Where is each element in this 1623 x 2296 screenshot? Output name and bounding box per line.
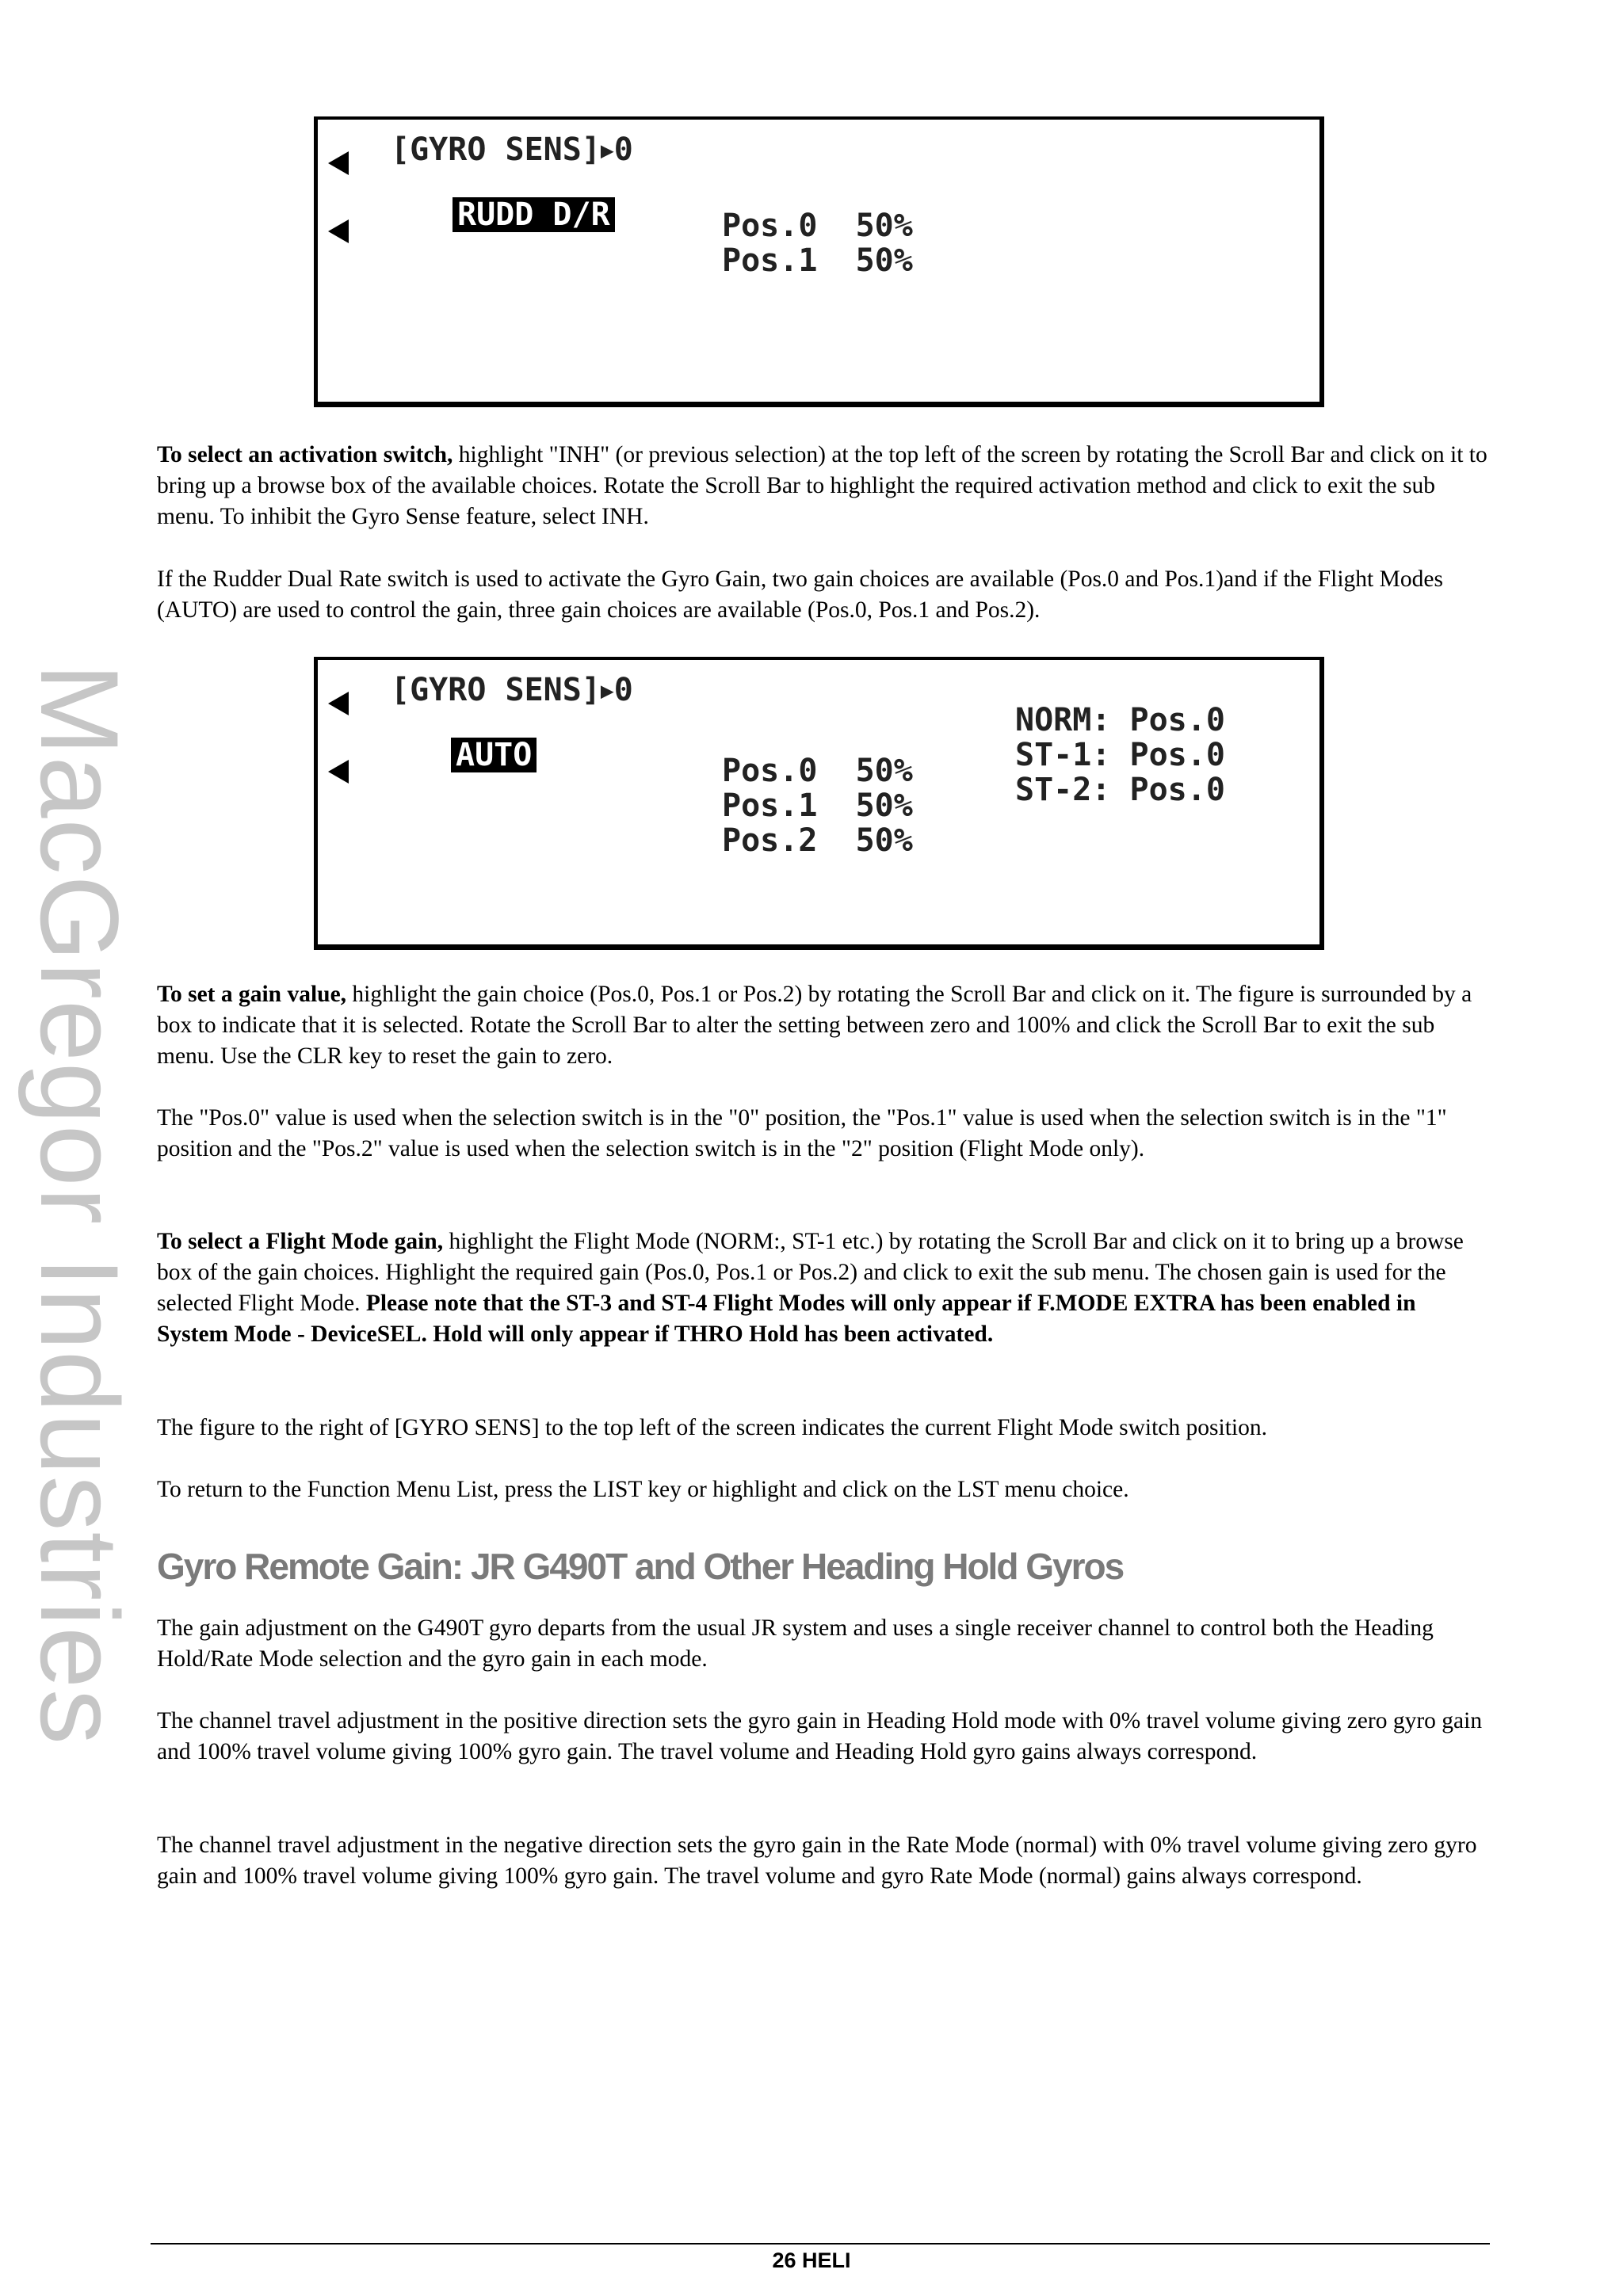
scroll-left-arrow-icon bbox=[328, 760, 349, 784]
paragraph-negative-direction bbox=[157, 1830, 1488, 1892]
watermark bbox=[16, 662, 143, 1746]
screen-title-text: [GYRO SENS] bbox=[391, 672, 601, 708]
paragraph-text: If the Rudder Dual Rate switch is used to activate the Gyro Gain, two gain choices are available (Pos.0 and Pos.1)and if the Flight Modes (AUTO) are used to control the gain, three gain choices are available (Pos.0, Pos.1 and Pos.2). bbox=[157, 566, 1443, 623]
position-indicator: 0 bbox=[613, 132, 633, 168]
scroll-left-arrow-icon bbox=[328, 219, 349, 243]
scroll-left-arrow-icon bbox=[328, 692, 349, 715]
paragraph-text: highlight the gain choice (Pos.0, Pos.1 or Pos.2) by rotating the Scroll Bar and click on it. The figure is surrounded by a box to indicate that it is selected. Rotate the Scroll Bar to alter the setting between zero and 100% and click the Scroll Bar to exit the sub menu. Use the CLR key to reset the gain to zero. bbox=[157, 982, 1472, 1069]
lcd-screen-rudd bbox=[314, 116, 1324, 407]
paragraph-text: The channel travel adjustment in the negative direction sets the gyro gain in the Rate Mode (normal) with 0% travel volume giving zero gyro gain and 100% travel volume giving 100% gyro gain. The travel volume and gyro Rate Mode (normal) gains always correspond. bbox=[157, 1833, 1477, 1889]
paragraph-figure-right bbox=[157, 1413, 1488, 1444]
play-triangle-icon: ▶ bbox=[600, 677, 614, 704]
mode-st2[interactable]: ST-2: Pos.0 bbox=[1015, 772, 1225, 808]
page-footer: 26 HELI bbox=[772, 2248, 851, 2272]
paragraph-positive-direction bbox=[157, 1706, 1488, 1768]
paragraph-text: The "Pos.0" value is used when the selection switch is in the "0" position, the "Pos.1" value is used when the selection switch is in the "1" position and the "Pos.2" value is used when the selection switch is in the "2" position (Flight Mode only). bbox=[157, 1105, 1447, 1161]
gain-pos1[interactable]: Pos.1 50% bbox=[722, 788, 913, 824]
paragraph-text: The gain adjustment on the G490T gyro departs from the usual JR system and uses a single receiver channel to control both the Heading Hold/Rate Mode selection and the gyro gain in each mode. bbox=[157, 1615, 1434, 1672]
play-triangle-icon: ▶ bbox=[600, 137, 614, 163]
paragraph-gain-choices bbox=[157, 564, 1488, 626]
screen-title bbox=[391, 132, 633, 168]
switch-selection[interactable]: RUDD D/R bbox=[453, 197, 615, 232]
mode-norm[interactable]: NORM: Pos.0 bbox=[1015, 702, 1225, 738]
section-heading: Gyro Remote Gain: JR G490T and Other Heading Hold Gyros bbox=[157, 1546, 1124, 1587]
bold-note: Please note that the ST-3 and ST-4 Flight Modes will only appear if F.MODE EXTRA has been enabled in System Mode - DeviceSEL. Hold will only appear if THRO Hold has been activated. bbox=[157, 1291, 1416, 1347]
paragraph-text: The figure to the right of [GYRO SENS] to the top left of the screen indicates the current Flight Mode switch position. bbox=[157, 1415, 1267, 1440]
paragraph-text: highlight the Flight Mode (NORM:, ST-1 etc.) by rotating the Scroll Bar and click on it to bring up a browse box of the gain choices. Highlight the required gain (Pos.0, Pos.1 or Pos.2) and click to exit the sub menu. The chosen gain is used for the selected Flight Mode. bbox=[157, 1229, 1464, 1316]
footer-divider bbox=[151, 2243, 1490, 2245]
paragraph-activation-switch bbox=[157, 440, 1488, 532]
paragraph-flight-mode-gain bbox=[157, 1226, 1488, 1350]
paragraph-text: highlight "INH" (or previous selection) at the top left of the screen by rotating the Scroll Bar and click on it to bring up a browse box of the available choices. Rotate the Scroll Bar to highlight the required activation method and click to exit the sub menu. To inhibit the Gyro Sense feature, select INH. bbox=[157, 442, 1487, 529]
switch-selection[interactable]: AUTO bbox=[451, 738, 537, 772]
paragraph-text: To return to the Function Menu List, press the LIST key or highlight and click on the LST menu choice. bbox=[157, 1477, 1129, 1502]
bold-lead: To select a Flight Mode gain, bbox=[157, 1229, 444, 1254]
screen-title-text: [GYRO SENS] bbox=[391, 132, 601, 168]
paragraph-text: The channel travel adjustment in the positive direction sets the gyro gain in Heading Hold mode with 0% travel volume giving zero gyro gain and 100% travel volume giving 100% gyro gain. The travel volume and Heading Hold gyro gains always correspond. bbox=[157, 1708, 1483, 1764]
paragraph-g490t bbox=[157, 1613, 1488, 1675]
gain-pos2[interactable]: Pos.2 50% bbox=[722, 822, 913, 859]
paragraph-set-gain bbox=[157, 979, 1488, 1072]
screen-title bbox=[391, 673, 633, 708]
paragraph-pos-values bbox=[157, 1103, 1488, 1165]
gain-pos0[interactable]: Pos.0 50% bbox=[722, 753, 913, 789]
paragraph-return bbox=[157, 1474, 1488, 1505]
scroll-left-arrow-icon bbox=[328, 151, 349, 175]
watermark-text: MacGregor Industries bbox=[17, 662, 143, 1746]
gain-pos0[interactable]: Pos.0 50% bbox=[722, 208, 913, 244]
position-indicator: 0 bbox=[613, 672, 633, 708]
bold-lead: To select an activation switch, bbox=[157, 442, 453, 467]
gain-pos1[interactable]: Pos.1 50% bbox=[722, 242, 913, 279]
bold-lead: To set a gain value, bbox=[157, 982, 347, 1007]
lcd-screen-auto bbox=[314, 657, 1324, 950]
mode-st1[interactable]: ST-1: Pos.0 bbox=[1015, 737, 1225, 773]
